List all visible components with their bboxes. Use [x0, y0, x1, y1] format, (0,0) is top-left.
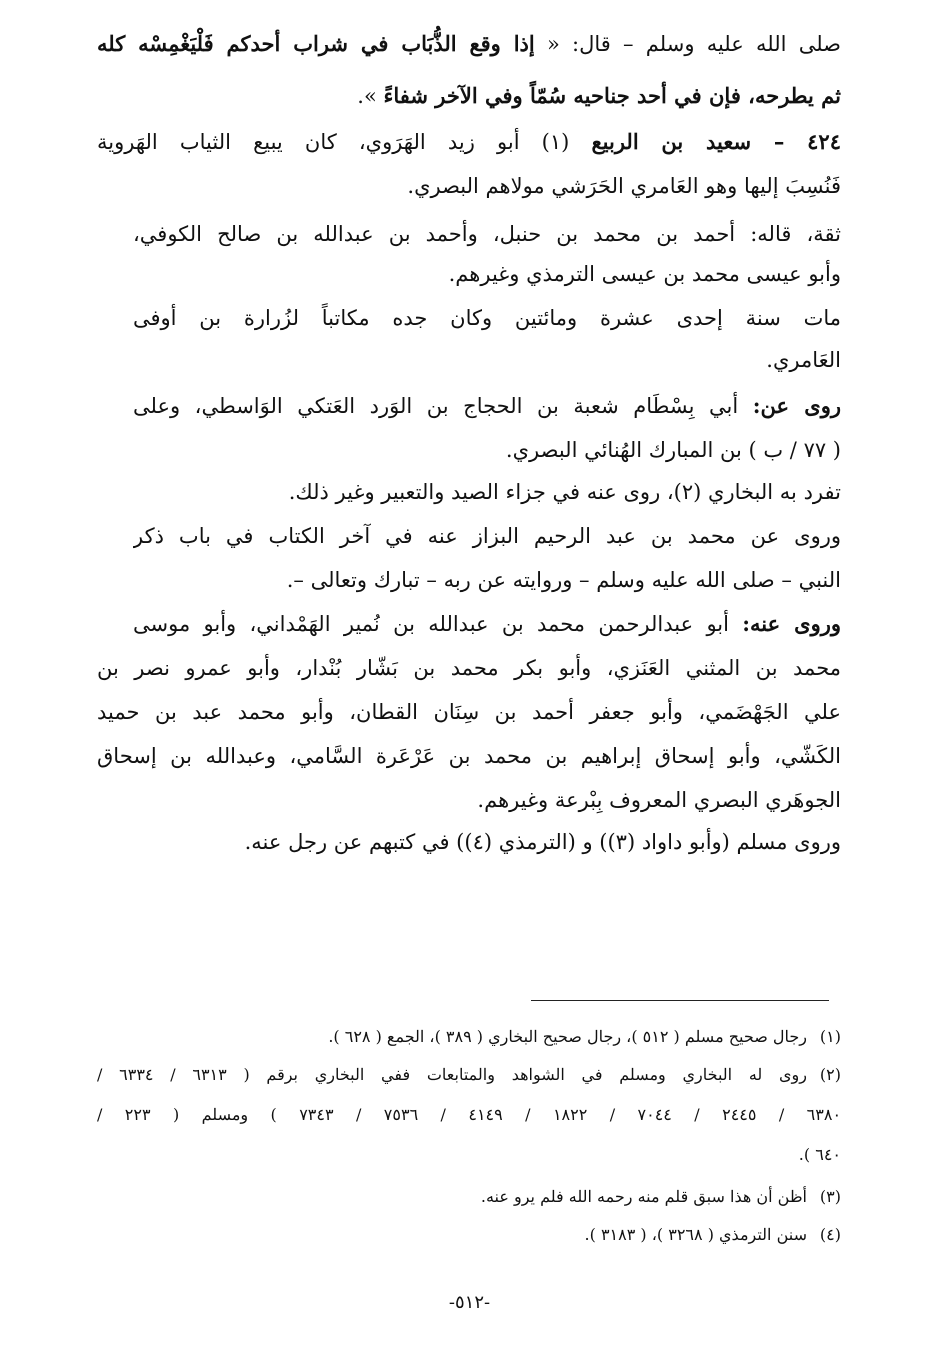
footnote-text: روى له البخاري ومسلم في الشواهد والمتابعات ففي البخاري برقم ( ٦٣١٣ / ٦٣٣٤ / [97, 1065, 807, 1084]
footnote-number: (١) [819, 1027, 841, 1046]
footnote-number: (٤) [819, 1225, 841, 1244]
section-label: روى عن: [752, 393, 841, 418]
entry-title: ٤٢٤ – سعيد بن الربيع [591, 129, 841, 154]
text-line-2 [97, 76, 841, 116]
text-line-6: وأبو عيسى محمد بن عيسى الترمذي وغيرهم. [448, 262, 841, 286]
footnote-2-continued: ٦٣٨٠ / ٢٤٤٥ / ٧٠٤٤ / ١٨٢٢ / ٤١٤٩ / ٧٥٣٦ / ٧٣٤٣ ) ومسلم ( ٢٢٣ / [97, 1105, 841, 1124]
entry-heading-line [97, 122, 841, 162]
footnote-number: (٣) [819, 1187, 841, 1206]
footnote-text: سنن الترمذي ( ٣٢٦٨ )، ( ٣١٨٣ ). [584, 1225, 807, 1244]
footnote-text: أظن أن هذا سبق قلم منه رحمه الله فلم يرو عنه. [480, 1187, 807, 1206]
footnote-2-end: ٦٤٠ ). [798, 1145, 841, 1164]
text-line-1 [97, 24, 841, 64]
text-line-14 [133, 604, 841, 644]
footnote-2 [97, 1058, 841, 1092]
footnote-text: رجال صحيح مسلم ( ٥١٢ )، رجال صحيح البخاري ( ٣٨٩ )، الجمع ( ٦٢٨ ). [328, 1027, 807, 1046]
text-line-10: ( ٧٧ / ب ) بن المبارك الهُنائي البصري. [505, 438, 841, 462]
footnote-1 [97, 1020, 841, 1054]
section-label: وروى عنه: [742, 611, 841, 636]
text-line-5: ثقة، قاله: أحمد بن محمد بن حنبل، وأحمد بن عبدالله بن صالح الكوفي، [133, 222, 841, 246]
text-line-9 [133, 386, 841, 426]
text-line-8: العَامري. [766, 348, 841, 372]
text-span: (١) أبو زيد الهَرَوي، كان يبيع الثياب الهَروية [97, 130, 592, 154]
footnote-3 [97, 1180, 841, 1214]
hadith-text: إذا وقع الذُّبَاب في شراب أحدكم فَلْيَغْمِسْه كله [97, 31, 535, 56]
text-line-12: وروى عن محمد بن عبد الرحيم البزاز عنه في آخر الكتاب في باب ذكر [133, 524, 841, 548]
page-number: -٥١٢- [448, 1292, 491, 1313]
text-line-4: فَنُسِبَ إليها وهو العَامري الحَرَشي مولاهم البصري. [407, 174, 841, 198]
text-line-7: مات سنة إحدى عشرة ومائتين وكان جده مكاتباً لزُرارة بن أوفى [133, 306, 841, 330]
text-line-16: علي الجَهْضَمي، وأبو جعفر أحمد بن سِنَان القطان، وأبو محمد عبد بن حميد [97, 700, 841, 724]
text-span: أبو عبدالرحمن محمد بن عبدالله بن نُمير الهَمْداني، وأبو موسى [133, 612, 743, 636]
footnote-4 [97, 1218, 841, 1252]
text-line-17: الكَشّي، وأبو إسحاق إبراهيم بن محمد بن عَرْعَرة السَّامي، وعبدالله بن إسحاق [97, 744, 841, 768]
text-span: ». [357, 84, 384, 108]
text-line-11: تفرد به البخاري (٢)، روى عنه في جزاء الصيد والتعبير وغير ذلك. [288, 480, 841, 504]
text-line-19: وروى مسلم (وأبو داواد (٣)) و (الترمذي (٤)) في كتبهم عن رجل عنه. [244, 830, 841, 854]
footnote-separator [531, 1000, 829, 1001]
text-span: أبي بِسْطَام شعبة بن الحجاج بن الوَرد العَتكي الوَاسطي، وعلى [133, 394, 753, 418]
text-line-15: محمد بن المثني العَنَزي، وأبو بكر محمد بن بَشّار بُنْدار، وأبو عمرو نصر بن [97, 656, 841, 680]
footnote-number: (٢) [819, 1065, 841, 1084]
hadith-text: ثم يطرحه، فإن في أحد جناحيه سُمّاً وفي الآخر شفاءً [383, 83, 841, 108]
text-span: صلى الله عليه وسلم – قال: « [534, 32, 841, 56]
text-line-13: النبي – صلى الله عليه وسلم – وروايته عن ربه – تبارك وتعالى –. [286, 568, 841, 592]
text-line-18: الجوهَري البصري المعروف بِبْرعة وغيرهم. [477, 788, 841, 812]
